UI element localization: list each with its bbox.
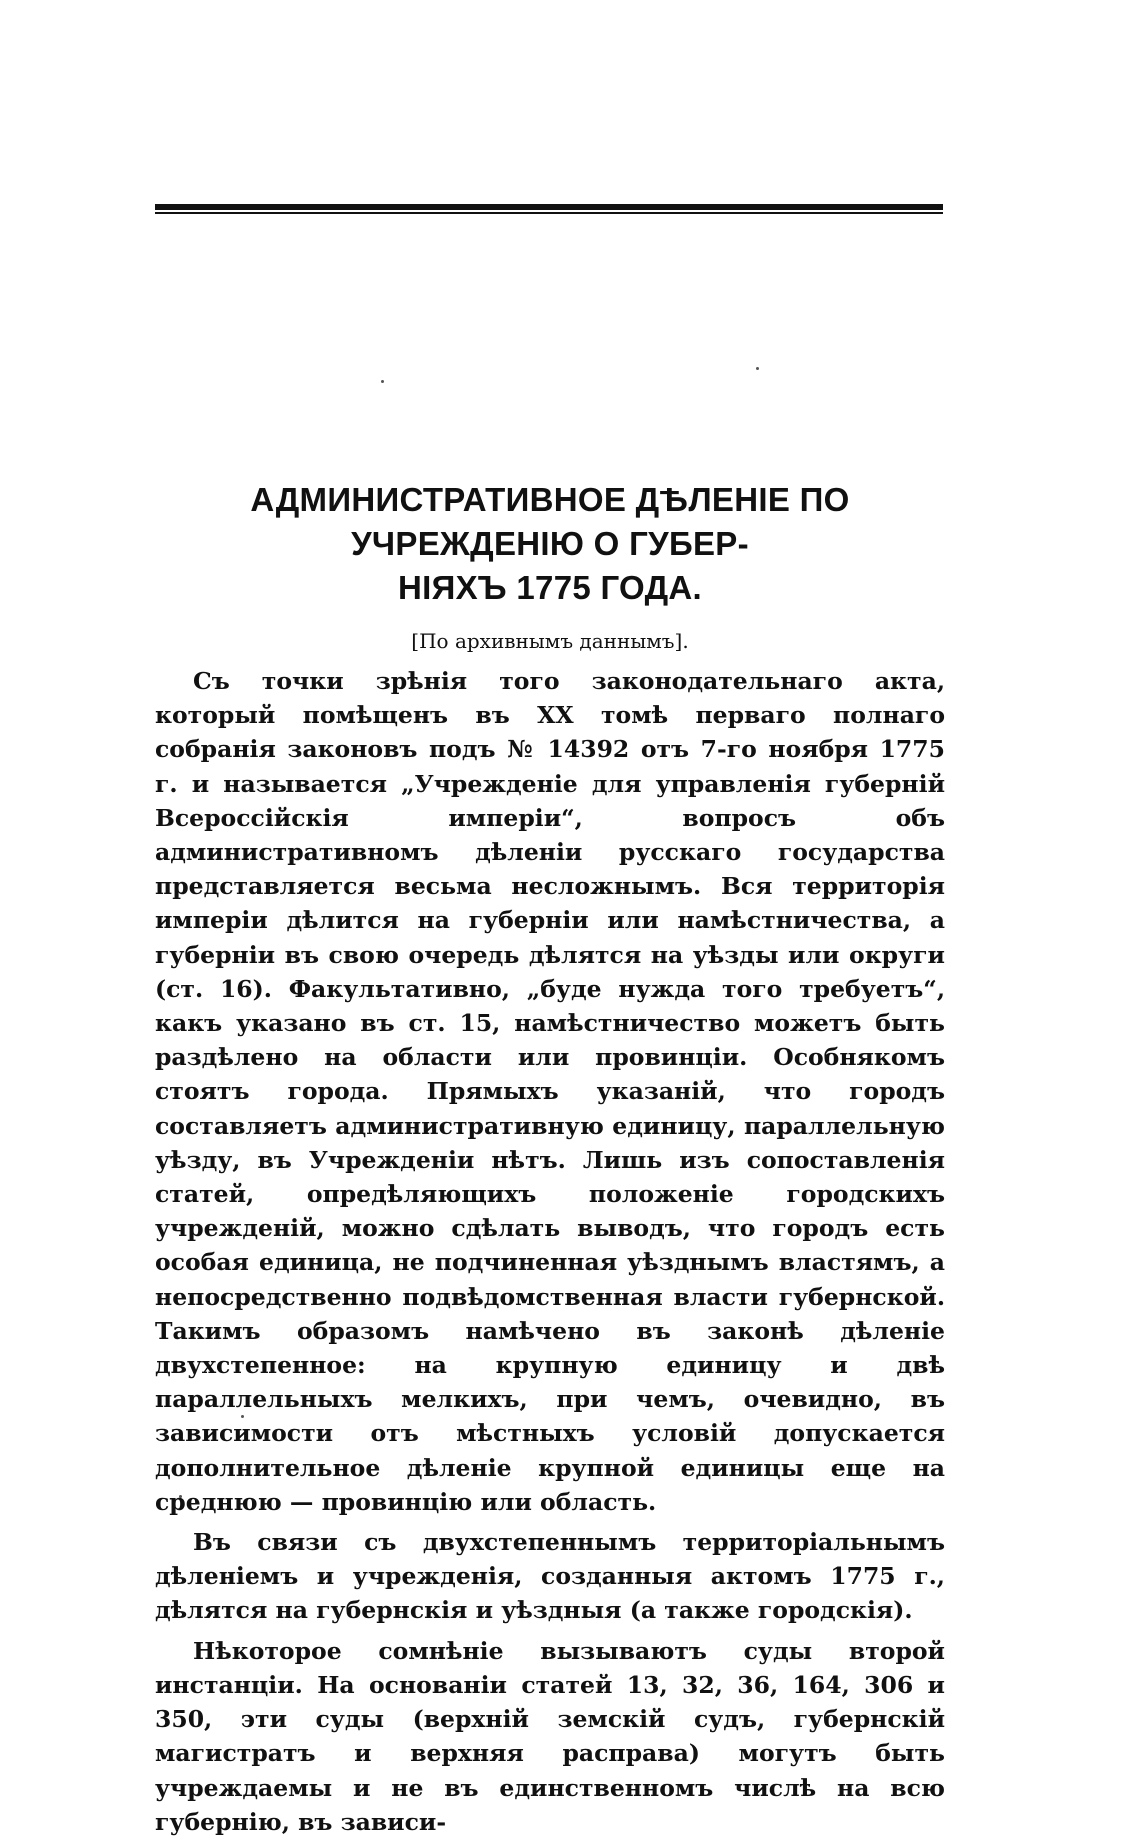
scan-speck xyxy=(381,380,384,383)
header-double-rule xyxy=(155,204,943,214)
paragraph-2: Въ связи съ двухстепеннымъ территоріальнымъ дѣленіемъ и учрежденія, созданныя актомъ 1775 г., дѣлятся на губернскія и уѣздныя (а также городскія). xyxy=(155,1528,945,1625)
article xyxy=(155,478,945,1845)
paragraph-1: Съ точки зрѣнія того законодательнаго акта, который помѣщенъ въ XX томѣ перваго полнаго собранія законовъ подъ № 14392 отъ 7-го ноября 1775 г. и называется „Учрежденіе для управленія губерній Всероссійскія имперіи“, вопросъ объ административномъ дѣленіи русскаго государства представляется весьма несложнымъ. Вся территорія имперіи дѣлится на губерніи или намѣстничества, а губерніи въ свою очередь дѣлятся на уѣзды или округи (ст. 16). Факультативно, „буде нужда того требуетъ“, какъ указано въ ст. 15, намѣстничество можетъ быть раздѣлено на области или провинціи. Особнякомъ стоятъ города. Прямыхъ указаній, что городъ составляетъ административную единицу, параллельную уѣзду, въ Учрежденіи нѣтъ. Лишь изъ сопоставленія статей, опредѣляющихъ положеніе городскихъ учрежденій, можно сдѣлать выводъ, что городъ есть особая единица, не подчиненная уѣзднымъ властямъ, а непосредственно подвѣдомственная власти губернской. Такимъ образомъ намѣчено въ законѣ дѣленіе двухстепенное: на крупную единицу и двѣ параллельныхъ мелкихъ, при чемъ, очевидно, въ зависимости отъ мѣстныхъ условій допускается дополнительное дѣленіе крупной единицы еще на среднюю — провинцію или область. xyxy=(155,667,945,1516)
paragraph-3: Нѣкоторое сомнѣніе вызываютъ суды второй инстанціи. На основаніи статей 13, 32, 36, 164, 306 и 350, эти суды (верхній земскій судъ, губернскій магистратъ и верхняя расправа) могутъ быть учреждаемы и не въ единственномъ числѣ на всю губернію, въ зависи- xyxy=(155,1636,945,1836)
article-title-line-1: АДМИНИСТРАТИВНОЕ ДѢЛЕНІЕ ПО УЧРЕЖДЕНІЮ О ГУБЕР- xyxy=(250,481,850,562)
scan-speck xyxy=(756,367,759,370)
article-subtitle: [По архивнымъ даннымъ]. xyxy=(411,629,689,653)
article-title xyxy=(155,478,945,610)
article-title-line-2: НІЯХЪ 1775 ГОДА. xyxy=(398,569,702,606)
